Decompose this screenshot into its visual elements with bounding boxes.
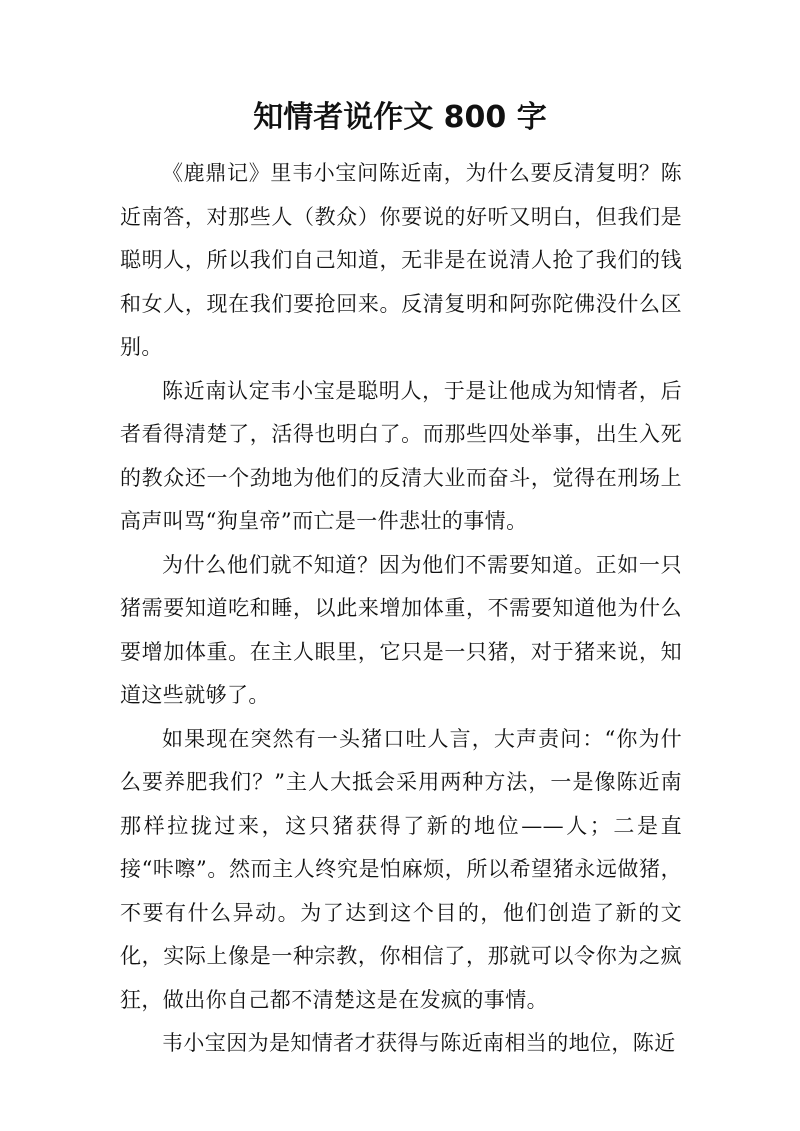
document-body	[120, 152, 682, 1066]
paragraph-3: 为什么他们就不知道？因为他们不需要知道。正如一只猪需要知道吃和睡，以此来增加体重，不需要知道他为什么要增加体重。在主人眼里，它只是一只猪，对于猪来说，知道这些就够了。	[120, 552, 682, 707]
paragraph-4: 如果现在突然有一头猪口吐人言，大声责问：“你为什么要养肥我们？”主人大抵会采用两种方法，一是像陈近南那样拉拢过来，这只猪获得了新的地位——人；二是直接“咔嚓”。然而主人终究是怕麻烦，所以希望猪永远做猪，不要有什么异动。为了达到这个目的，他们创造了新的文化，实际上像是一种宗教，你相信了，那就可以令你为之疯狂，做出你自己都不清楚这是在发疯的事情。	[120, 726, 682, 1012]
document-title: 知情者说作文 800 字	[253, 100, 547, 135]
paragraph-1: 《鹿鼎记》里韦小宝问陈近南，为什么要反清复明？陈近南答，对那些人（教众）你要说的好听又明白，但我们是聪明人，所以我们自己知道，无非是在说清人抢了我们的钱和女人，现在我们要抢回来。反清复明和阿弥陀佛没什么区别。	[120, 161, 682, 359]
paragraph-5: 韦小宝因为是知情者才获得与陈近南相当的地位，陈近	[162, 1031, 676, 1055]
paragraph-2: 陈近南认定韦小宝是聪明人，于是让他成为知情者，后者看得清楚了，活得也明白了。而那些四处举事，出生入死的教众还一个劲地为他们的反清大业而奋斗，觉得在刑场上高声叫骂“狗皇帝”而亡是一件悲壮的事情。	[120, 378, 682, 533]
